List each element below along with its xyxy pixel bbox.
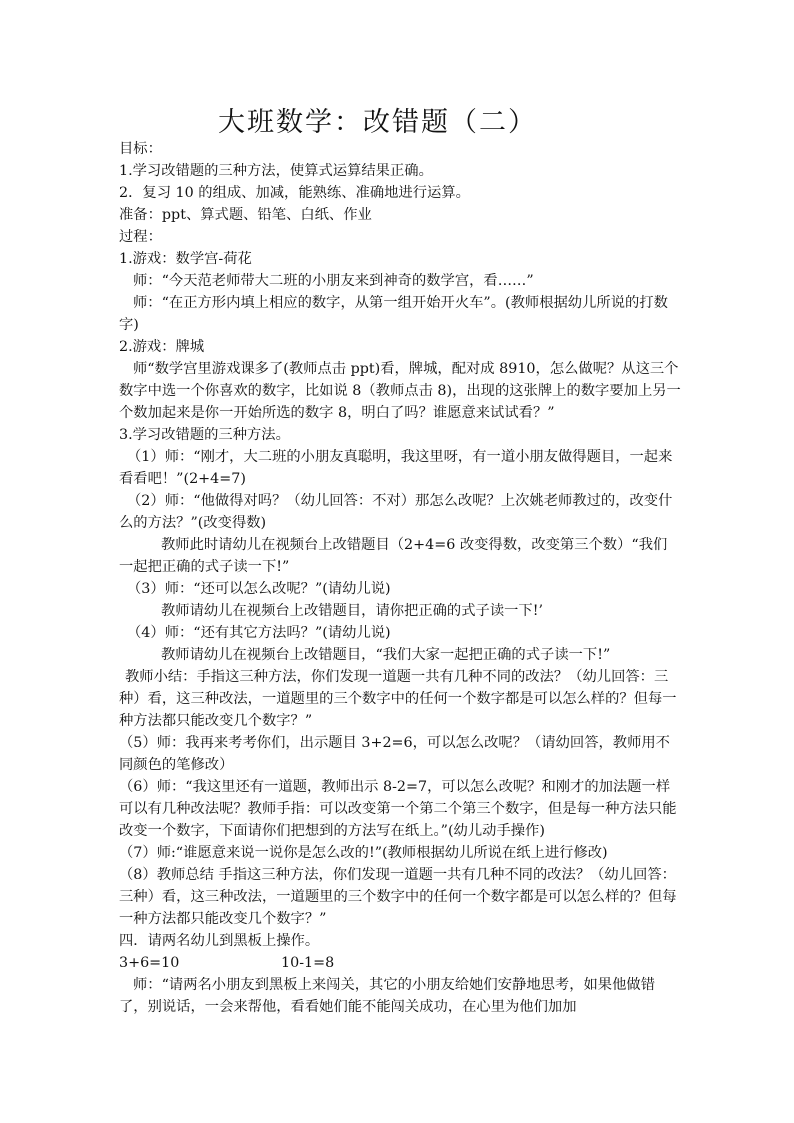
paragraph: （2）师：“他做得对吗？（幼儿回答：不对）那怎么改呢？上次姚老师教过的，改变什么的方法？”(改变得数) [119, 493, 673, 531]
goal-item: 1.学习改错题的三种方法，使算式运算结果正确。 [119, 163, 433, 179]
paragraph: 教师小结：手指这三种方法，你们发现一道题一共有几种不同的改法？（幼儿回答：三种）看，这三种改法，一道题里的三个数字中的任何一个数字都是可以怎么样的？但每一种方法都只能改变几个数字？” [119, 669, 677, 729]
math-problems [119, 952, 681, 974]
paragraph: 师：“今天范老师带大二班的小朋友来到神奇的数学宫，看……” [133, 273, 534, 289]
math-problem: 10-1=8 [281, 955, 335, 971]
paragraph: 教师请幼儿在视频台上改错题目，请你把正确的式子读一下!’ [161, 603, 544, 619]
step-heading: 四．请两名幼儿到黑板上操作。 [119, 933, 320, 949]
paragraph: （8）教师总结 手指这三种方法，你们发现一道题一共有几种不同的改法？（幼儿回答：三种）看，这三种改法，一道题里的三个数字中的任何一个数字都是可以怎么样的？但每一种方法都只能改变几个数字？” [119, 867, 677, 927]
section-heading-process: 过程： [119, 229, 162, 245]
document-title: 大班数学：改错题（二） [218, 107, 537, 138]
paragraph: （7）师:“谁愿意来说一说你是怎么改的!”(教师根据幼儿所说在纸上进行修改) [119, 845, 608, 861]
paragraph: （1）师：“刚才，大二班的小朋友真聪明，我这里呀，有一道小朋友做得题目，一起来看看吧！”(2+4=7) [119, 449, 673, 487]
paragraph: （6）师：“我这里还有一道题，教师出示 8-2=7，可以怎么改呢？和刚才的加法题一样可以有几种改法呢？教师手指：可以改变第一个第二个第三个数字，但是每一种方法只能改变一个数字，下面请你们把想到的方法写在纸上。”(幼儿动手操作) [119, 779, 677, 839]
paragraph: 教师请幼儿在视频台上改错题目，“我们大家一起把正确的式子读一下!” [161, 647, 611, 663]
paragraph: 教师此时请幼儿在视频台上改错题目（2+4=6 改变得数，改变第三个数）“我们一起把正确的式子读一下!” [119, 537, 668, 575]
document-body [119, 138, 681, 1018]
section-heading-goals: 目标： [119, 141, 162, 157]
step-heading: 2.游戏：牌城 [119, 339, 205, 355]
step-heading: 1.游戏：数学宫-荷花 [119, 251, 252, 267]
paragraph: （3）师：“还可以怎么改呢？”(请幼儿说) [127, 581, 391, 597]
math-problem: 3+6=10 [119, 955, 180, 971]
step-heading: 3.学习改错题的三种方法。 [119, 427, 290, 443]
paragraph: （5）师：我再来考考你们，出示题目 3+2=6，可以怎么改呢？（请幼回答，教师用不同颜色的笔修改） [119, 735, 670, 773]
paragraph: 师“数学宫里游戏课多了(教师点击 ppt)看，牌城，配对成 8910，怎么做呢？从这三个数字中选一个你喜欢的数字，比如说 8（教师点击 8)，出现的这张牌上的数字要加上另一个数加起来是你一开始所选的数字 8，明白了吗？谁愿意来试试看？” [119, 361, 681, 421]
paragraph: （4）师：“还有其它方法吗？”(请幼儿说) [127, 625, 391, 641]
goal-item: 2．复习 10 的组成、加减，能熟练、准确地进行运算。 [119, 185, 470, 201]
paragraph: 师：“在正方形内填上相应的数字，从第一组开始开火车”。(教师根据幼儿所说的打数字) [119, 295, 668, 333]
preparation-line: 准备：ppt、算式题、铅笔、白纸、作业 [119, 207, 372, 223]
paragraph: 师：“请两名小朋友到黑板上来闯关，其它的小朋友给她们安静地思考，如果他做错了，别说话，一会来帮他，看看她们能不能闯关成功，在心里为他们加加 [119, 977, 655, 1015]
